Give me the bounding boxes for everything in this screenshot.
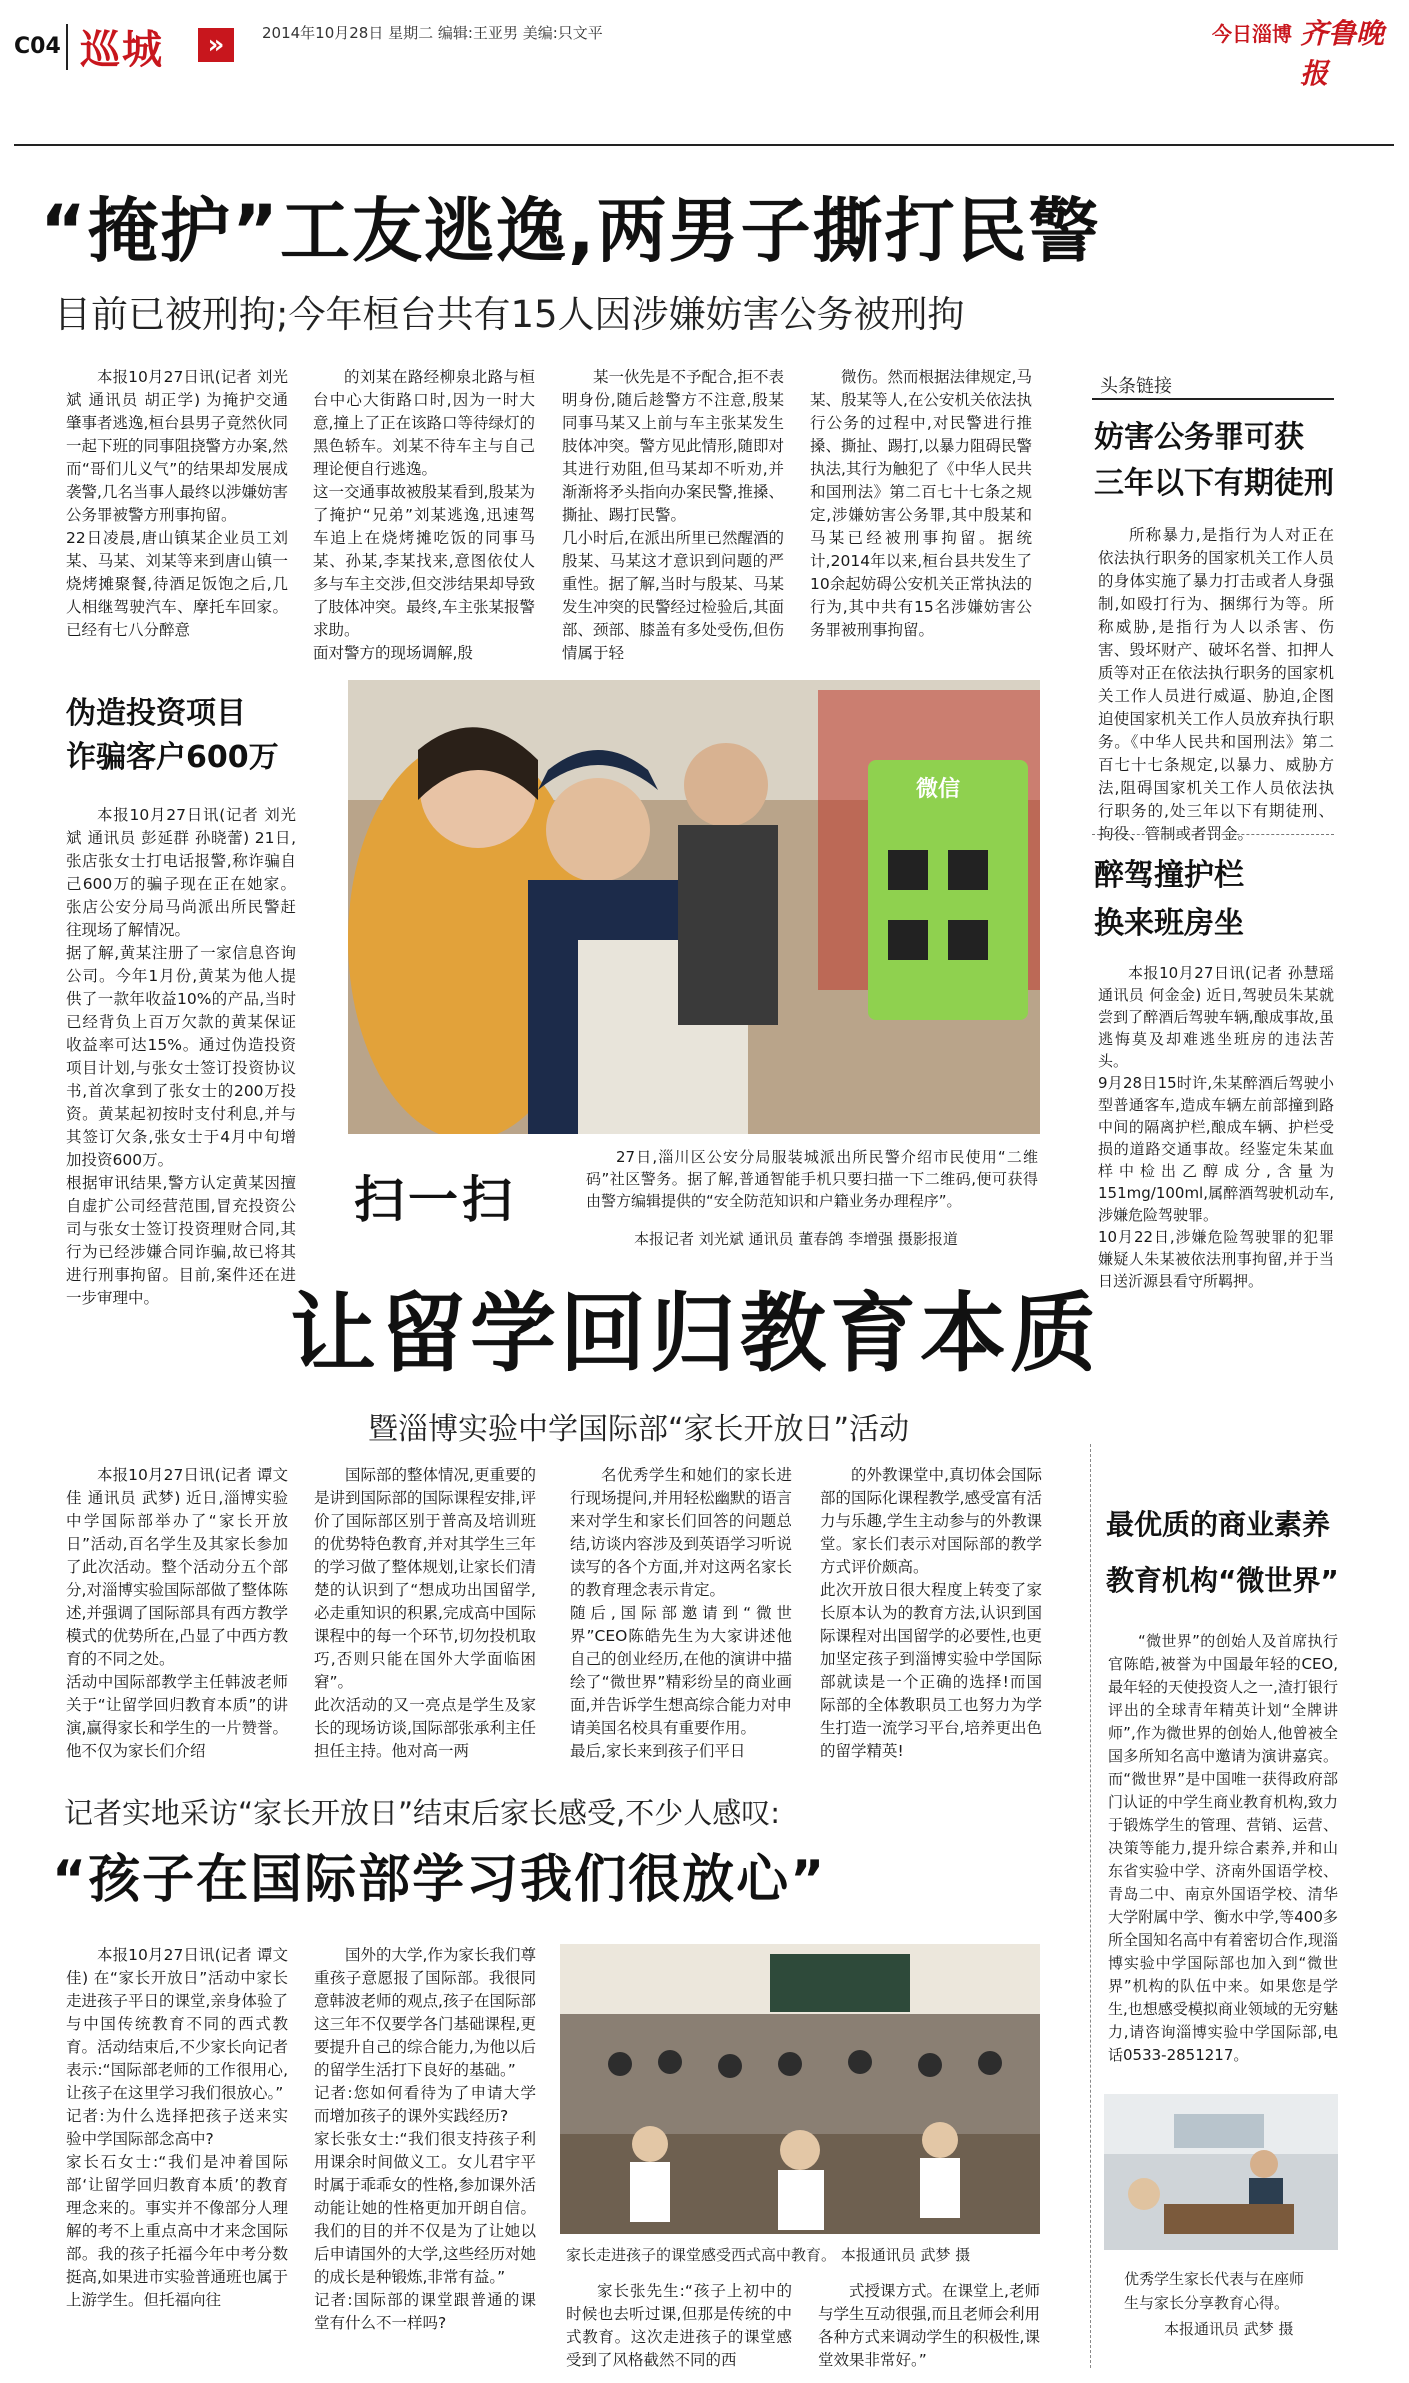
lead-column-2: 的刘某在路经柳泉北路与桓台中心大街路口时,因为一时大意,撞上了正在该路口等待绿灯的黑色轿车。刘某不待车主与自己理论便自行逃逸。 这一交通事故被殷某看到,殷某为了掩护“兄弟”刘某逃逸,迅速驾车追上在烧烤摊吃饭的同事马某、孙某,李某找来,意图依仗人多与车主交涉,但交涉结果却导致了肢体冲突。最终,车主张某报警求助。 面对警方的现场调解,殷 [313, 368, 535, 662]
lead-column-1: 本报10月27日讯(记者 刘光斌 通讯员 胡正学) 为掩护交通肇事者逃逸,桓台县男子竟然伙同一起下班的同事阻挠警方办案,然而“哥们儿义气”的结果却发展成袭警,几名当事人最终以涉嫌妨害公务罪被警方刑事拘留。 22日凌晨,唐山镇某企业员工刘某、马某、刘某等来到唐山镇一烧烤摊聚餐,待酒足饭饱之后,几人相继驾驶汽车、摩托车回家。已经有七八分醉意 [66, 368, 288, 639]
classroom-photo-caption: 家长走进孩子的课堂感受西式高中教育。 本报通讯员 武梦 摄 [566, 2246, 971, 2264]
masthead [0, 0, 1409, 90]
story2-column-2: 国际部的整体情况,更重要的是讲到国际部的国际课程安排,评价了国际部区别于普高及培训班的优势特色教育,并对其学生三年的学习做了整体规划,让家长们清楚的认识到了“想成功出国留学,必走重知识的积累,完成高中国际课程中的每一个环节,切勿投机取巧,否则只能在国外大学面临困窘”。 此次活动的又一亮点是学生及家长的现场访谈,国际部张承利主任担任主持。他对高一两 [314, 1466, 536, 1760]
page-number: C04 [14, 34, 61, 59]
fraud-title-1: 伪造投资项目 [66, 696, 246, 731]
newspaper-logo: 齐鲁晚报 [1300, 17, 1385, 90]
drunk-title-2: 换来班房坐 [1094, 906, 1244, 941]
sidebar-border-bottom [1092, 834, 1334, 835]
section-title: 巡城 [80, 27, 164, 73]
ad-photo-illustration [1104, 2094, 1338, 2250]
ad-photo-credit: 本报通讯员 武梦 摄 [1164, 2320, 1294, 2338]
story2-column-4: 的外教课堂中,真切体会国际部的国际化课程教学,感受富有活力与乐趣,学生主动参与的外教课堂。家长们表示对国际部的教学方式评价颇高。 此次开放日很大程度上转变了家长原本认为的教育方法,认识到国际课程对出国留学的必要性,也更加坚定孩子到淄博实验中学国际部就读是一个正确的选择!而国际部的全体教职员工也努力为学生打造一流学习平台,培养更出色的留学精英! [820, 1466, 1042, 1760]
police-qr-photo [348, 680, 1040, 1134]
photo1-label: 扫一扫 [354, 1171, 516, 1229]
classroom-photo [560, 1944, 1040, 2234]
story2-column-3: 名优秀学生和她们的家长进行现场提问,并用轻松幽默的语言来对学生和家长们回答的问题总结,访谈内容涉及到英语学习听说读写的各个方面,并对这两名家长的教育理念表示肯定。 随后,国际部邀请到“微世界”CEO陈皓先生为大家讲述他自己的创业经历,在他的演讲中描绘了“微世界”精彩纷呈的商业画面,并告诉学生想高综合能力对申请美国名校具有重要作用。 最后,家长来到孩子们平日 [570, 1466, 792, 1760]
lead-subheadline: 目前已被刑拘;今年桓台共有15人因涉嫌妨害公务被刑拘 [54, 293, 965, 336]
ad-photo-caption-1: 优秀学生家长代表与在座师 [1124, 2270, 1305, 2288]
ad-photo [1104, 2094, 1338, 2250]
sidebar-tag: 头条链接 [1100, 376, 1172, 397]
lead-column-4: 微伤。然而根据法律规定,马某、殷某等人,在公安机关依法执行公务的过程中,对民警进行推搡、撕扯、踢打,以暴力阻碍民警执法,其行为触犯了《中华人民共和国刑法》第二百七十七条之规定,涉嫌妨害公务罪,其中殷某和马某已经被刑事拘留。据统计,2014年以来,桓台县共发生了10余起妨碍公安机关正常执法的行为,其中共有15名涉嫌妨害公务罪被刑事拘留。 [810, 368, 1032, 639]
classroom-illustration [560, 1944, 1040, 2234]
brand-small: 今日淄博 [1212, 22, 1292, 46]
story3-column-1: 本报10月27日讯(记者 谭文佳) 在“家长开放日”活动中家长走进孩子平日的课堂,亲身体验了与中国传统教育不同的西式教育。活动结束后,不少家长向记者表示:“国际部老师的工作很用心,让孩子在这里学习我们很放心。” 记者:为什么选择把孩子送来实验中学国际部念高中? 家长石女士:“我们是冲着国际部‘让留学回归教育本质’的教育理念来的。事实并不像部分人理解的考不上重点高中才来念国际部。我的孩子托福今年中考分数挺高,如果进市实验普通班也属于上游学生。但托福向往 [66, 1946, 288, 2309]
photo1-caption: 27日,淄川区公安分局服装城派出所民警介绍市民使用“二维码”社区警务。据了解,普通智能手机只要扫描一下二维码,便可获得由警方编辑提供的“安全防范知识和户籍业务办理程序”。 [586, 1148, 1038, 1210]
ad-photo-caption-2: 生与家长分享教育心得。 [1124, 2294, 1290, 2312]
story3-kicker: 记者实地采访“家长开放日”结束后家长感受,不少人感叹: [64, 1796, 781, 1830]
story3-column-3: 家长张先生:“孩子上初中的时候也去听过课,但那是传统的中式教育。这次走进孩子的课堂感受到了风格截然不同的西 [566, 2282, 792, 2369]
sidebar-link-title-2: 三年以下有期徒刑 [1094, 466, 1334, 501]
qr-sign-text: 微信 [916, 777, 961, 802]
ad-title-1: 最优质的商业素养 [1106, 1508, 1331, 1541]
sidebar-link-title-1: 妨害公务罪可获 [1094, 420, 1304, 455]
sidebar-tag-rule [1092, 398, 1334, 400]
lead-headline: “掩护”工友逃逸,两男子撕打民警 [40, 190, 1101, 272]
masthead-divider [66, 24, 68, 70]
story3-column-2: 国外的大学,作为家长我们尊重孩子意愿报了国际部。我很同意韩波老师的观点,孩子在国际部这三年不仅要学各门基础课程,更要提升自己的综合能力,为他以后的留学生活打下良好的基础。” 记者:您如何看待为了申请大学而增加孩子的课外实践经历? 家长张女士:“我们很支持孩子利用课余时间做义工。女儿君宇平时属于乖乖女的性格,参加课外活动能让她的性格更加开朗自信。我们的目的并不仅是为了让她以后申请国外的大学,这些经历对她的成长是种锻炼,非常有益。” 记者:国际部的课堂跟普通的课堂有什么不一样吗? [314, 1946, 536, 2332]
story2-subheadline: 暨淄博实验中学国际部“家长开放日”活动 [368, 1412, 910, 1447]
photo1-credit: 本报记者 刘光斌 通讯员 董春鸽 李增强 摄影报道 [634, 1230, 958, 1248]
issue-meta: 2014年10月28日 星期二 编辑:王亚男 美编:只文平 [262, 24, 603, 42]
fraud-title-2: 诈骗客户600万 [66, 740, 279, 775]
ad-body: “微世界”的创始人及首席执行官陈皓,被誉为中国最年轻的CEO,最年轻的天使投资人之一,渣打银行评出的全球青年精英计划“全牌讲师”,作为微世界的创始人,他曾被全国多所知名高中邀请为演讲嘉宾。而“微世界”是中国唯一获得政府部门认证的中学生商业教育机构,致力于锻炼学生的管理、营销、运营、决策等能力,提升综合素养,并和山东省实验中学、济南外国语学校、青岛二中、南京外国语学校、清华大学附属中学、衡水中学,等400多所全国知名高中有着密切合作,现淄博实验中学国际部也加入到“微世界”机构的队伍中来。如果您是学生,也想感受模拟商业领域的无穷魅力,请咨询淄博实验中学国际部,电话0533-2851217。 [1108, 1632, 1338, 2064]
section-chevron-icon: » [198, 28, 234, 62]
masthead-rule [14, 144, 1394, 146]
police-qr-illustration [348, 680, 1040, 1134]
sidebar-link-body: 所称暴力,是指行为人对正在依法执行职务的国家机关工作人员的身体实施了暴力打击或者人身强制,如殴打行为、捆绑行为等。所称威胁,是指行为人以杀害、伤害、毁坏财产、破坏名誉、扣押人质等对正在依法执行职务的国家机关工作人员进行威逼、胁迫,企图迫使国家机关工作人员放弃执行职务。《中华人民共和国刑法》第二百七十七条规定,以暴力、威胁方法,阻碍国家机关工作人员依法执行职务的,处三年以下有期徒刑、拘役、管制或者罚金。 [1098, 526, 1334, 843]
drunk-body: 本报10月27日讯(记者 孙慧瑶 通讯员 何金金) 近日,驾驶员朱某就尝到了醉酒后驾驶车辆,酿成事故,虽逃悔莫及却难逃坐班房的违法苦头。 9月28日15时许,朱某醉酒后驾驶小型普通客车,造成车辆左前部撞到路中间的隔离护栏,酿成车辆、护栏受损的道路交通事故。经鉴定朱某血样中检出乙醇成分,含量为151mg/100ml,属醉酒驾驶机动车,涉嫌危险驾驶罪。 10月22日,涉嫌危险驾驶罪的犯罪嫌疑人朱某被依法刑事拘留,并于当日送沂源县看守所羁押。 [1098, 964, 1334, 1290]
story2-headline: 让留学回归教育本质 [290, 1284, 1100, 1384]
ad-title-2: 教育机构“微世界” [1106, 1564, 1339, 1597]
lead-column-3: 某一伙先是不予配合,拒不表明身份,随后趁警方不注意,殷某同事马某又上前与车主张某发生肢体冲突。警方见此情形,随即对其进行劝阻,但马某却不听劝,并渐渐将矛头指向办案民警,推搡、撕扯、踢打民警。 几小时后,在派出所里已然醒酒的殷某、马某这才意识到问题的严重性。据了解,当时与殷某、马某发生冲突的民警经过检验后,其面部、颈部、膝盖有多处受伤,但伤情属于轻 [562, 368, 784, 662]
fraud-body: 本报10月27日讯(记者 刘光斌 通讯员 彭延群 孙晓蕾) 21日,张店张女士打电话报警,称诈骗自己600万的骗子现在正在她家。张店公安分局马尚派出所民警赶往现场了解情况。 据了解,黄某注册了一家信息咨询公司。今年1月份,黄某为他人提供了一款年收益10%的产品,当时已经背负上百万欠款的黄某保证收益率可达15%。通过伪造投资项目计划,与张女士签订投资协议书,首次拿到了张女士的200万投资。黄某起初按时支付利息,并与其签订欠条,张女士于4月中旬增加投资600万。 根据审讯结果,警方认定黄某因擅自虚扩公司经营范围,冒充投资公司与张女士签订投资理财合同,其行为已经涉嫌合同诈骗,故已将其进行刑事拘留。目前,案件还在进一步审理中。 [66, 806, 296, 1307]
story3-column-4: 式授课方式。在课堂上,老师与学生互动很强,而且老师会利用各种方式来调动学生的积极性,课堂效果非常好。” [818, 2282, 1040, 2369]
drunk-title-1: 醉驾撞护栏 [1094, 858, 1244, 893]
story3-headline: “孩子在国际部学习我们很放心” [52, 1850, 827, 1910]
story2-column-1: 本报10月27日讯(记者 谭文佳 通讯员 武梦) 近日,淄博实验中学国际部举办了“家长开放日”活动,百名学生及其家长参加了此次活动。整个活动分五个部分,对淄博实验国际部做了整体陈述,并强调了国际部具有西方教学模式的优势所在,凸显了中西方教育的不同之处。 活动中国际部教学主任韩波老师关于“让留学回归教育本质”的讲演,赢得家长和学生的一片赞誉。他不仅为家长们介绍 [66, 1466, 288, 1760]
